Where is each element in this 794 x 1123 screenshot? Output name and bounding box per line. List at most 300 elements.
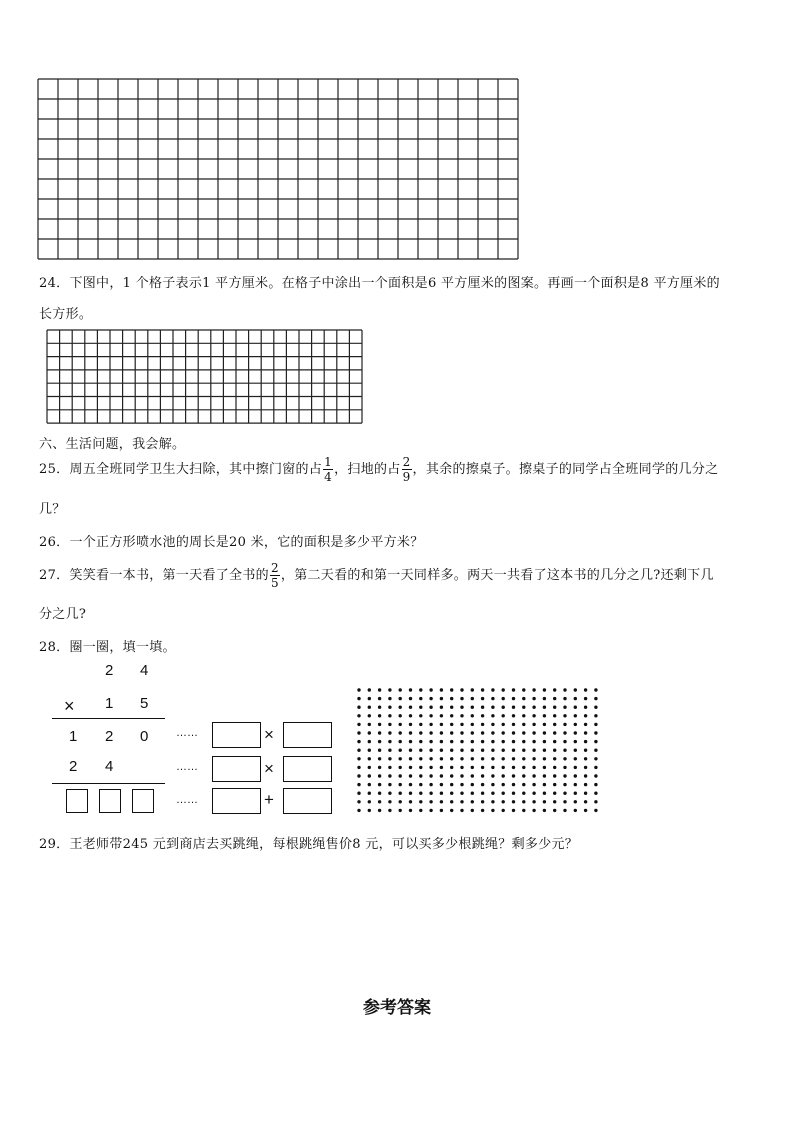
dot [440, 723, 443, 726]
dot [543, 757, 546, 760]
dot [532, 731, 535, 734]
dot [388, 774, 391, 777]
q25-text-part1: 25．周五全班同学卫生大扫除，其中擦门窗的占 [39, 462, 323, 477]
dot [419, 766, 422, 769]
dot [594, 697, 597, 700]
fraction-numerator: 2 [402, 455, 411, 469]
dot [368, 740, 371, 743]
dot [563, 714, 566, 717]
dot [574, 731, 577, 734]
dot [522, 809, 525, 812]
dot [460, 740, 463, 743]
dot [502, 792, 505, 795]
dot [471, 757, 474, 760]
dot [594, 731, 597, 734]
dot [471, 714, 474, 717]
dot [481, 731, 484, 734]
dot [368, 774, 371, 777]
fraction-numerator: 1 [324, 455, 333, 469]
fill-box-3a[interactable] [212, 788, 261, 814]
dot [471, 783, 474, 786]
dot [563, 749, 566, 752]
dot [378, 783, 381, 786]
dot [450, 714, 453, 717]
dot [532, 714, 535, 717]
dot [440, 697, 443, 700]
dot [502, 809, 505, 812]
dot [378, 731, 381, 734]
dot [594, 714, 597, 717]
dot [553, 697, 556, 700]
dot [419, 800, 422, 803]
dot [357, 706, 360, 709]
q25-text-part3: ，其余的擦桌子。擦桌子的同学占全班同学的几分之 [412, 462, 719, 477]
dot [388, 723, 391, 726]
dot [574, 809, 577, 812]
dot [409, 809, 412, 812]
dot [357, 731, 360, 734]
dot [574, 757, 577, 760]
dot [481, 809, 484, 812]
dot [574, 792, 577, 795]
dot [388, 783, 391, 786]
dot [409, 749, 412, 752]
mult-line-2 [52, 783, 165, 784]
dot [584, 740, 587, 743]
fill-box-3b[interactable] [283, 788, 332, 814]
dot [502, 723, 505, 726]
dot [450, 766, 453, 769]
dot [543, 723, 546, 726]
dot [471, 766, 474, 769]
dot [471, 697, 474, 700]
dot [502, 766, 505, 769]
dot [512, 800, 515, 803]
dot [429, 723, 432, 726]
dot [450, 749, 453, 752]
dot [460, 723, 463, 726]
dot [460, 809, 463, 812]
question-24-line1: 24．下图中，1 个格子表示1 平方厘米。在格子中涂出一个面积是6 平方厘米的图案。再画一个面积是8 平方厘米的 [39, 276, 720, 291]
dot [532, 757, 535, 760]
dot [399, 757, 402, 760]
dot [594, 792, 597, 795]
dot [584, 714, 587, 717]
dot [388, 800, 391, 803]
dot [543, 783, 546, 786]
dot [378, 688, 381, 691]
dot [378, 714, 381, 717]
dot [512, 731, 515, 734]
dot [440, 706, 443, 709]
leader-dots-2: …… [176, 761, 198, 773]
dot [399, 688, 402, 691]
dot [512, 792, 515, 795]
dot [584, 723, 587, 726]
dot [399, 800, 402, 803]
dot [481, 757, 484, 760]
dot [450, 774, 453, 777]
q24-grid [46, 329, 366, 425]
dot [594, 800, 597, 803]
dot [419, 809, 422, 812]
dot [502, 749, 505, 752]
dot [522, 731, 525, 734]
dot [584, 774, 587, 777]
dot [460, 714, 463, 717]
answer-digit-box-1[interactable] [66, 789, 88, 813]
dot [388, 757, 391, 760]
dot [388, 697, 391, 700]
dot [440, 792, 443, 795]
dot [388, 766, 391, 769]
dot [543, 809, 546, 812]
dot [450, 809, 453, 812]
dot [450, 706, 453, 709]
dot [574, 723, 577, 726]
dot [584, 697, 587, 700]
dot [378, 774, 381, 777]
dot [388, 740, 391, 743]
dot [440, 731, 443, 734]
dot [429, 792, 432, 795]
dot [409, 792, 412, 795]
dot-array[interactable] [355, 686, 603, 816]
dot [460, 800, 463, 803]
dot [522, 766, 525, 769]
dot [409, 706, 412, 709]
q25-fraction-2 [402, 456, 412, 483]
dot [460, 757, 463, 760]
dot [419, 723, 422, 726]
dot [357, 749, 360, 752]
dot [378, 749, 381, 752]
dot [368, 809, 371, 812]
dot [460, 792, 463, 795]
dot [419, 688, 422, 691]
dot [450, 697, 453, 700]
dot [357, 809, 360, 812]
dot [429, 697, 432, 700]
dot [594, 688, 597, 691]
dot [563, 766, 566, 769]
dot [399, 740, 402, 743]
dot [357, 740, 360, 743]
dot [491, 731, 494, 734]
dot [491, 757, 494, 760]
dot [399, 774, 402, 777]
dot [563, 783, 566, 786]
fraction-denominator: 9 [402, 470, 411, 484]
dot [574, 714, 577, 717]
dot [440, 688, 443, 691]
dot [429, 757, 432, 760]
dot [357, 757, 360, 760]
dot [429, 800, 432, 803]
dot [409, 757, 412, 760]
dot [522, 783, 525, 786]
dot [512, 774, 515, 777]
dot [481, 783, 484, 786]
dot [553, 731, 556, 734]
dot [440, 757, 443, 760]
dot [553, 809, 556, 812]
dot [543, 697, 546, 700]
dot [388, 706, 391, 709]
fill-box-1b[interactable] [283, 722, 332, 748]
dot [450, 757, 453, 760]
dot [491, 809, 494, 812]
dot [429, 809, 432, 812]
dot [368, 749, 371, 752]
dot [594, 757, 597, 760]
dot [409, 697, 412, 700]
dot [471, 731, 474, 734]
dot [584, 809, 587, 812]
dot [440, 800, 443, 803]
dot [594, 723, 597, 726]
dot [522, 757, 525, 760]
dot [553, 766, 556, 769]
dot [368, 800, 371, 803]
dot [502, 697, 505, 700]
question-29: 29．王老师带245 元到商店去买跳绳，每根跳绳售价8 元，可以买多少根跳绳？剩多少元？ [39, 837, 579, 852]
mult-row1-digit1: 2 [105, 662, 114, 679]
answer-digit-box-2[interactable] [99, 789, 121, 813]
dot [388, 714, 391, 717]
dot [532, 688, 535, 691]
dot [543, 706, 546, 709]
dot [491, 774, 494, 777]
dot [553, 783, 556, 786]
dot [594, 749, 597, 752]
dot [419, 757, 422, 760]
dot [357, 783, 360, 786]
q27-text-part1: 27．笑笑看一本书，第一天看了全书的 [39, 568, 269, 583]
dot [563, 706, 566, 709]
dot [512, 757, 515, 760]
dot [543, 800, 546, 803]
dot [471, 706, 474, 709]
dot [481, 714, 484, 717]
dot [450, 731, 453, 734]
dot [553, 723, 556, 726]
dot [409, 723, 412, 726]
dot [512, 688, 515, 691]
dot [574, 697, 577, 700]
dot [502, 774, 505, 777]
dot [368, 731, 371, 734]
dot [522, 723, 525, 726]
dot [378, 740, 381, 743]
question-25-line1 [39, 452, 718, 488]
dot [522, 792, 525, 795]
dot [450, 688, 453, 691]
dot [357, 688, 360, 691]
dot [481, 792, 484, 795]
dot [563, 757, 566, 760]
dot [502, 714, 505, 717]
dot [419, 749, 422, 752]
dot [563, 809, 566, 812]
dot [491, 688, 494, 691]
dot [481, 749, 484, 752]
dot [553, 714, 556, 717]
dot [419, 697, 422, 700]
dot [471, 792, 474, 795]
dot [563, 740, 566, 743]
fill-box-2a[interactable] [212, 756, 261, 782]
dot [378, 809, 381, 812]
dot [512, 697, 515, 700]
dot [522, 800, 525, 803]
dot [409, 766, 412, 769]
mult-line-1 [52, 718, 165, 719]
dot [419, 783, 422, 786]
dot [543, 766, 546, 769]
dot [388, 792, 391, 795]
dot [574, 706, 577, 709]
dot [512, 809, 515, 812]
dot [563, 800, 566, 803]
dot [563, 723, 566, 726]
dot [481, 740, 484, 743]
dot [419, 740, 422, 743]
dot [574, 749, 577, 752]
dot [502, 688, 505, 691]
dot [399, 809, 402, 812]
question-27-line1 [39, 558, 714, 594]
dot [532, 774, 535, 777]
q25-text-part2: ，扫地的占 [334, 462, 401, 477]
dot [594, 783, 597, 786]
dot [553, 740, 556, 743]
dot [429, 740, 432, 743]
dot [522, 697, 525, 700]
dot [429, 774, 432, 777]
dot [532, 749, 535, 752]
dot [574, 783, 577, 786]
dot [512, 723, 515, 726]
dot [543, 714, 546, 717]
dot [553, 800, 556, 803]
question-25-line2: 几？ [39, 502, 66, 517]
dot [563, 697, 566, 700]
dot [399, 731, 402, 734]
dot [512, 714, 515, 717]
dot [563, 731, 566, 734]
fill-box-2b[interactable] [283, 756, 332, 782]
dot [491, 697, 494, 700]
dot [522, 740, 525, 743]
mult-row3-digit1: 1 [69, 728, 78, 745]
section-6-heading: 六、生活问题，我会解。 [39, 437, 186, 452]
dot [440, 749, 443, 752]
answer-digit-box-3[interactable] [132, 789, 154, 813]
dot [378, 800, 381, 803]
dot [357, 774, 360, 777]
dot [543, 731, 546, 734]
dot [563, 792, 566, 795]
fraction-denominator: 4 [324, 470, 333, 484]
dot [481, 697, 484, 700]
dot [450, 792, 453, 795]
dot [429, 766, 432, 769]
dot [378, 697, 381, 700]
dot [368, 757, 371, 760]
dot [368, 723, 371, 726]
dot [574, 766, 577, 769]
dot [440, 783, 443, 786]
dot [399, 766, 402, 769]
dot [481, 800, 484, 803]
dot [440, 740, 443, 743]
dot [532, 706, 535, 709]
dot [368, 714, 371, 717]
dot [419, 792, 422, 795]
dot [502, 706, 505, 709]
dot [553, 792, 556, 795]
dot [378, 757, 381, 760]
dot [491, 723, 494, 726]
dot [594, 809, 597, 812]
dot [512, 783, 515, 786]
dot [378, 723, 381, 726]
dot [419, 731, 422, 734]
dot [584, 783, 587, 786]
mult-row1-digit2: 4 [140, 662, 149, 679]
dot [357, 792, 360, 795]
dot [419, 714, 422, 717]
dot [574, 774, 577, 777]
q27-fraction [270, 562, 280, 589]
dot [491, 800, 494, 803]
dot [388, 688, 391, 691]
operator-2: × [264, 759, 274, 778]
dot [471, 800, 474, 803]
answers-title: 参考答案 [363, 998, 431, 1018]
leader-dots-3: …… [176, 794, 198, 806]
dot [409, 740, 412, 743]
dot [574, 800, 577, 803]
dot [553, 774, 556, 777]
dot [481, 774, 484, 777]
dot [594, 740, 597, 743]
mult-row4-digit2: 4 [105, 758, 114, 775]
dot [502, 783, 505, 786]
dot [399, 706, 402, 709]
dot [440, 714, 443, 717]
dot [584, 792, 587, 795]
dot [399, 714, 402, 717]
operator-3: + [264, 790, 274, 809]
fill-box-1a[interactable] [212, 722, 261, 748]
dot [368, 783, 371, 786]
dot [440, 809, 443, 812]
dot [388, 809, 391, 812]
dot [532, 809, 535, 812]
dot [553, 757, 556, 760]
dot [491, 749, 494, 752]
dot [471, 749, 474, 752]
mult-row3-digit2: 2 [105, 728, 114, 745]
dot [388, 731, 391, 734]
top-grid [37, 78, 521, 262]
dot [502, 740, 505, 743]
dot [512, 740, 515, 743]
dot [399, 749, 402, 752]
dot [584, 731, 587, 734]
